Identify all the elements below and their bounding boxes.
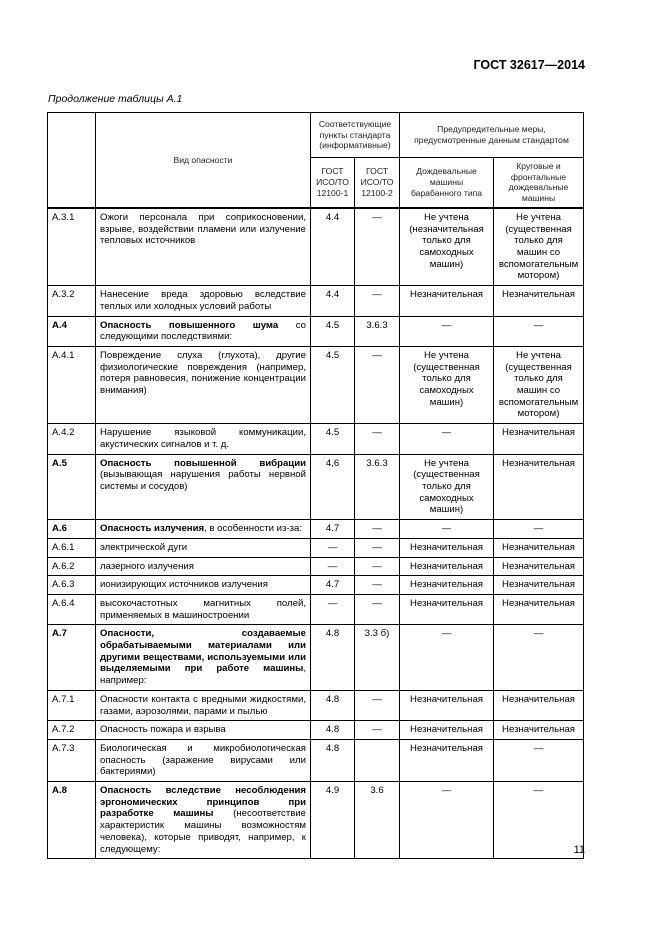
- row-id-text: А.6.2: [52, 560, 75, 572]
- hazard-description: [96, 557, 311, 576]
- std-2-clause-text: —: [372, 597, 382, 609]
- drum-machine-measure: [400, 454, 494, 520]
- std-1-clause: [311, 316, 355, 346]
- table-row: [48, 208, 584, 286]
- row-id: [48, 625, 96, 691]
- row-id: [48, 208, 96, 286]
- hazard-title: Опасности, создаваемые обрабатываемыми материалами или другими веществами, используемыми или выделяемыми при работе машины: [100, 628, 306, 675]
- std-1-clause: [311, 208, 355, 286]
- row-id-text: А.6.4: [52, 597, 75, 609]
- circular-machine-measure: [494, 454, 584, 520]
- circular-machine-measure: [494, 576, 584, 595]
- header-preventive-measures: Предупредительные меры, предусмотренные данным стандартом: [400, 113, 584, 158]
- drum-machine-measure: [400, 782, 494, 859]
- std-2-clause: [355, 208, 400, 286]
- circular-machine-measure: [494, 316, 584, 346]
- drum-machine-measure: [400, 520, 494, 539]
- row-id: [48, 454, 96, 520]
- row-id: [48, 538, 96, 557]
- std-2-clause: [355, 520, 400, 539]
- std-1-clause: [311, 690, 355, 720]
- std-1-clause-text: 4.9: [325, 785, 340, 797]
- hazard-description: [96, 520, 311, 539]
- drum-machine-measure-text: Не учтена (существенная только для самоходных машин): [413, 349, 480, 408]
- row-id-text: А.7.3: [52, 742, 75, 754]
- drum-machine-measure-text: —: [441, 785, 452, 797]
- std-2-clause-text: —: [372, 211, 382, 223]
- hazard-description: [96, 782, 311, 859]
- circular-machine-measure: [494, 557, 584, 576]
- std-1-clause: [311, 625, 355, 691]
- hazard-text: , например:: [100, 663, 306, 687]
- hazard-text: (вызывающая нарушения работы нервной системы и сосудов): [100, 469, 306, 492]
- circular-machine-measure: [494, 538, 584, 557]
- drum-machine-measure-text: Незначительная: [410, 289, 483, 301]
- std-1-clause: [311, 424, 355, 454]
- std-2-clause-text: 3.6.3: [366, 457, 388, 469]
- drum-machine-measure: [400, 739, 494, 781]
- std-1-clause-text: 4.7: [325, 579, 340, 591]
- drum-machine-measure-text: Незначительная: [410, 724, 483, 736]
- drum-machine-measure: [400, 286, 494, 316]
- hazard-description: [96, 576, 311, 595]
- circular-machine-measure-text: Не учтена (существенная только для машин со вспомогательным мотором): [498, 349, 579, 420]
- document-code: ГОСТ 32617—2014: [473, 58, 585, 72]
- row-id-text: А.7.1: [52, 693, 75, 705]
- table-row: [48, 690, 584, 720]
- std-2-clause-text: —: [372, 523, 382, 535]
- std-2-clause: [355, 454, 400, 520]
- header-hazard-kind: Вид опасности: [96, 113, 311, 208]
- circular-machine-measure-text: Незначительная: [502, 289, 575, 301]
- table-row: [48, 721, 584, 740]
- std-2-clause-text: —: [372, 724, 382, 736]
- drum-machine-measure: [400, 721, 494, 740]
- table-row: [48, 316, 584, 346]
- std-1-clause-text: 4.8: [325, 742, 340, 754]
- std-1-clause-text: 4.4: [325, 211, 340, 223]
- header-drum-machines: Дождевальные машины барабанного типа: [400, 158, 494, 208]
- circular-machine-measure: [494, 594, 584, 624]
- row-id: [48, 721, 96, 740]
- drum-machine-measure: [400, 690, 494, 720]
- row-id: [48, 316, 96, 346]
- std-2-clause-text: —: [372, 289, 382, 301]
- std-2-clause: [355, 721, 400, 740]
- std-1-clause-text: 4.5: [325, 427, 340, 439]
- circular-machine-measure-text: Незначительная: [502, 597, 575, 609]
- std-1-clause-text: —: [327, 597, 338, 609]
- row-id-text: А.4: [52, 319, 67, 331]
- hazard-description: [96, 316, 311, 346]
- std-1-clause: [311, 739, 355, 781]
- hazard-text: Нанесение вреда здоровью вследствие теплых или холодных условий работы: [100, 289, 306, 312]
- table-row: [48, 286, 584, 316]
- std-2-clause: [355, 346, 400, 423]
- hazard-title: Опасность повышенной вибрации: [100, 457, 306, 469]
- circular-machine-measure-text: Незначительная: [502, 457, 575, 469]
- hazard-text: ионизирующих источников излучения: [100, 579, 268, 591]
- std-1-clause-text: 4.4: [325, 289, 340, 301]
- header-std-12100-1: ГОСТ ИСО/ТО 12100-1: [311, 158, 355, 208]
- hazard-title: Опасность вследствие несоблюдения эргономических принципов при разработке машины: [100, 785, 306, 820]
- hazard-text: Опасность пожара и взрыва: [100, 724, 226, 736]
- drum-machine-measure-text: Незначительная: [410, 579, 483, 591]
- hazard-description: [96, 739, 311, 781]
- row-id: [48, 782, 96, 859]
- drum-machine-measure-text: Незначительная: [410, 597, 483, 609]
- hazard-text: Повреждение слуха (глухота), другие физиологические повреждения (например, потеря равновесия, понижение концентрации внимания): [100, 349, 306, 397]
- row-id: [48, 690, 96, 720]
- circular-machine-measure: [494, 424, 584, 454]
- row-id: [48, 346, 96, 423]
- table-row: [48, 739, 584, 781]
- std-2-clause-text: —: [372, 349, 382, 361]
- drum-machine-measure-text: Незначительная: [410, 742, 483, 754]
- hazard-description: [96, 346, 311, 423]
- std-2-clause-text: 3.6.3: [366, 319, 388, 331]
- std-1-clause-text: 4.7: [325, 523, 340, 535]
- row-id-text: А.4.2: [52, 427, 75, 439]
- std-2-clause-text: —: [372, 560, 382, 572]
- std-1-clause-text: 4.8: [325, 693, 340, 705]
- std-2-clause: [355, 576, 400, 595]
- hazard-text: Биологическая и микробиологическая опасность (заражение вирусами или бактериями): [100, 742, 306, 778]
- table-row: [48, 625, 584, 691]
- table-row: [48, 454, 584, 520]
- circular-machine-measure-text: —: [533, 319, 544, 331]
- drum-machine-measure: [400, 538, 494, 557]
- hazard-text: электрической дуги: [100, 541, 188, 553]
- drum-machine-measure-text: —: [441, 427, 452, 439]
- table-row: [48, 520, 584, 539]
- std-1-clause: [311, 286, 355, 316]
- row-id: [48, 557, 96, 576]
- std-1-clause-text: 4.5: [325, 349, 340, 361]
- drum-machine-measure-text: —: [441, 319, 452, 331]
- std-1-clause: [311, 721, 355, 740]
- row-id-text: А.3.2: [52, 289, 75, 301]
- std-1-clause-text: —: [327, 541, 338, 553]
- std-2-clause: [355, 316, 400, 346]
- circular-machine-measure: [494, 286, 584, 316]
- row-id-text: А.3.1: [52, 211, 75, 223]
- drum-machine-measure: [400, 576, 494, 595]
- circular-machine-measure: [494, 721, 584, 740]
- std-1-clause: [311, 782, 355, 859]
- hazard-description: [96, 424, 311, 454]
- std-2-clause-text: —: [372, 541, 382, 553]
- hazard-text: высокочастотных магнитных полей, применяемых в машиностроении: [100, 597, 306, 621]
- page-number: 11: [573, 844, 585, 856]
- table-row: [48, 576, 584, 595]
- row-id-text: А.6.3: [52, 579, 75, 591]
- hazard-text: (несоответствие характеристик машины возможностям человека), которые приводят, например, к следующему:: [100, 808, 307, 855]
- circular-machine-measure: [494, 739, 584, 781]
- row-id: [48, 594, 96, 624]
- drum-machine-measure: [400, 346, 494, 423]
- header-std-12100-2: ГОСТ ИСО/ТО 12100-2: [355, 158, 400, 208]
- circular-machine-measure-text: Незначительная: [502, 427, 575, 439]
- header-standard-clauses: Соответствующие пункты стандарта (информативные): [311, 113, 400, 158]
- std-2-clause: [355, 557, 400, 576]
- circular-machine-measure-text: Незначительная: [502, 579, 575, 591]
- std-2-clause: [355, 739, 400, 781]
- hazard-description: [96, 208, 311, 286]
- std-1-clause-text: 4,6: [325, 457, 340, 469]
- drum-machine-measure-text: Незначительная: [410, 560, 483, 572]
- drum-machine-measure-text: —: [441, 628, 452, 640]
- table-row: [48, 538, 584, 557]
- circular-machine-measure: [494, 782, 584, 859]
- hazard-description: [96, 594, 311, 624]
- std-2-clause: [355, 538, 400, 557]
- row-id-text: А.6.1: [52, 541, 75, 553]
- std-1-clause: [311, 520, 355, 539]
- table-row: [48, 557, 584, 576]
- hazard-text: лазерного излучения: [100, 560, 194, 572]
- header-circular-machines: Круговые и фронтальные дождевальные машины: [494, 158, 584, 208]
- std-2-clause-text: —: [372, 427, 382, 439]
- row-id-text: А.8: [52, 785, 67, 797]
- std-1-clause: [311, 538, 355, 557]
- hazard-description: [96, 286, 311, 316]
- drum-machine-measure: [400, 208, 494, 286]
- circular-machine-measure-text: Незначительная: [502, 541, 575, 553]
- hazard-table-container: [47, 112, 583, 859]
- circular-machine-measure: [494, 208, 584, 286]
- std-2-clause: [355, 690, 400, 720]
- hazard-table: [47, 112, 584, 859]
- std-2-clause-text: 3.3 б): [364, 628, 390, 640]
- hazard-description: [96, 721, 311, 740]
- table-row: [48, 594, 584, 624]
- row-id-text: А.7: [52, 628, 67, 640]
- table-row: [48, 346, 584, 423]
- row-id-text: А.4.1: [52, 349, 75, 361]
- circular-machine-measure-text: Незначительная: [502, 724, 575, 736]
- circular-machine-measure: [494, 690, 584, 720]
- std-1-clause: [311, 557, 355, 576]
- hazard-text: Опасности контакта с вредными жидкостями, газами, аэрозолями, парами и пылью: [100, 693, 306, 717]
- hazard-title: Опасность излучения: [100, 523, 205, 535]
- std-2-clause: [355, 286, 400, 316]
- circular-machine-measure-text: Не учтена (существенная только для машин со вспомогательным мотором): [498, 211, 579, 282]
- drum-machine-measure: [400, 557, 494, 576]
- table-body: [48, 208, 584, 859]
- circular-machine-measure-text: —: [533, 523, 544, 535]
- row-id: [48, 286, 96, 316]
- std-2-clause-text: 3.6: [370, 785, 384, 797]
- std-2-clause: [355, 424, 400, 454]
- std-1-clause: [311, 454, 355, 520]
- drum-machine-measure: [400, 316, 494, 346]
- std-1-clause-text: 4.8: [325, 724, 340, 736]
- hazard-description: [96, 454, 311, 520]
- row-id: [48, 576, 96, 595]
- std-1-clause: [311, 576, 355, 595]
- drum-machine-measure: [400, 594, 494, 624]
- drum-machine-measure-text: Незначительная: [410, 541, 483, 553]
- drum-machine-measure: [400, 625, 494, 691]
- row-id-text: А.5: [52, 457, 67, 469]
- hazard-text: Нарушение языковой коммуникации, акустических сигналов и т. д.: [100, 427, 306, 450]
- circular-machine-measure-text: Незначительная: [502, 560, 575, 572]
- row-id: [48, 520, 96, 539]
- std-2-clause: [355, 625, 400, 691]
- circular-machine-measure-text: —: [533, 742, 544, 754]
- drum-machine-measure-text: —: [441, 523, 452, 535]
- drum-machine-measure-text: Не учтена (незначительная только для самоходных машин): [409, 211, 484, 270]
- std-2-clause-text: —: [372, 693, 382, 705]
- table-row: [48, 424, 584, 454]
- hazard-text: со следующими последствиями:: [100, 319, 306, 343]
- circular-machine-measure-text: —: [533, 785, 544, 797]
- table-row: [48, 782, 584, 859]
- row-id-text: А.6: [52, 523, 67, 535]
- std-1-clause: [311, 594, 355, 624]
- hazard-title: Опасность повышенного шума: [100, 319, 279, 331]
- drum-machine-measure-text: Незначительная: [410, 693, 483, 705]
- hazard-text: , в особенности из-за:: [204, 523, 302, 535]
- row-id: [48, 739, 96, 781]
- drum-machine-measure-text: Не учтена (существенная только для самоходных машин): [413, 457, 480, 516]
- header-id-column: [48, 113, 96, 208]
- circular-machine-measure: [494, 625, 584, 691]
- circular-machine-measure-text: —: [533, 628, 544, 640]
- std-2-clause: [355, 782, 400, 859]
- std-1-clause-text: —: [327, 560, 338, 572]
- std-2-clause: [355, 594, 400, 624]
- hazard-text: Ожоги персонала при соприкосновении, взрыве, воздействии пламени или излучение тепловых источников: [100, 211, 306, 247]
- hazard-description: [96, 538, 311, 557]
- row-id-text: А.7.2: [52, 724, 75, 736]
- std-1-clause-text: 4.8: [325, 628, 340, 640]
- table-caption: Продолжение таблицы А.1: [48, 93, 183, 105]
- std-1-clause-text: 4.5: [325, 319, 340, 331]
- hazard-description: [96, 690, 311, 720]
- std-1-clause: [311, 346, 355, 423]
- hazard-description: [96, 625, 311, 691]
- circular-machine-measure: [494, 346, 584, 423]
- std-2-clause-text: —: [372, 579, 382, 591]
- drum-machine-measure: [400, 424, 494, 454]
- circular-machine-measure: [494, 520, 584, 539]
- row-id: [48, 424, 96, 454]
- circular-machine-measure-text: Незначительная: [502, 693, 575, 705]
